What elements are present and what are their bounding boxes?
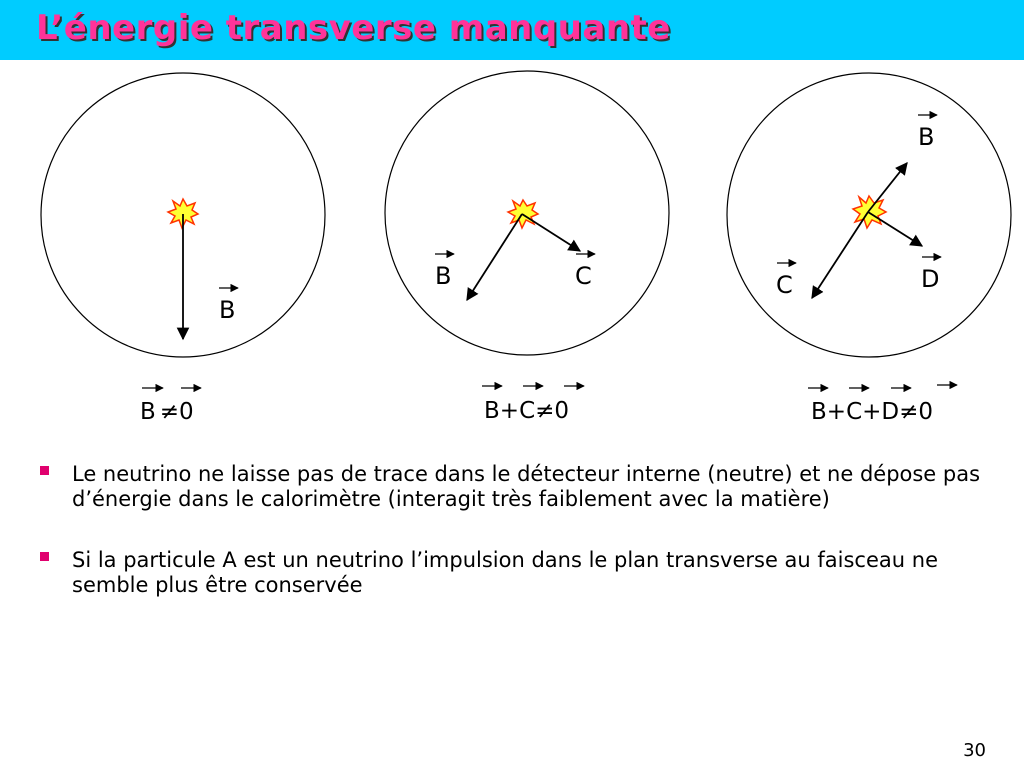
detector-panel-3	[727, 73, 1011, 425]
slide-title: L’énergie transverse manquante	[36, 8, 671, 48]
vector-label-b	[918, 115, 937, 151]
event-diagram	[0, 60, 1024, 440]
sum-relation: ≠0	[159, 399, 194, 425]
sum-vector: B	[140, 399, 156, 425]
svg-text:D: D	[921, 265, 940, 293]
vector-label-c	[776, 263, 796, 299]
title-bar	[0, 0, 1024, 60]
bullet-text: Si la particule A est un neutrino l’impulsion dans le plan transverse au faisceau ne semble plus être conservée	[72, 548, 938, 597]
vector-label-text: B	[219, 296, 236, 324]
track-b	[467, 214, 522, 300]
svg-text:B+C+D≠0: B+C+D≠0	[811, 399, 934, 425]
vector-label-c	[575, 254, 595, 290]
sum-label-3	[808, 385, 957, 425]
detector-panel-2	[385, 71, 669, 424]
svg-text:C: C	[776, 271, 793, 299]
track-d	[868, 212, 922, 246]
svg-text:B+C≠0: B+C≠0	[484, 398, 570, 424]
svg-text:B: B	[918, 123, 935, 151]
bullet-square-icon	[40, 466, 49, 475]
bullet-item	[36, 462, 996, 512]
bullet-item	[36, 548, 996, 598]
track-c	[812, 212, 868, 298]
page-number: 30	[963, 740, 986, 761]
vector-label-b	[435, 254, 454, 290]
vector-label-d	[921, 257, 941, 293]
track-b	[868, 163, 907, 212]
sum-label-1	[140, 388, 201, 425]
bullet-list	[36, 462, 996, 598]
detector-panel-1	[41, 73, 325, 425]
svg-text:B≠0	[140, 399, 194, 425]
svg-text:B: B	[435, 262, 452, 290]
bullet-text: Le neutrino ne laisse pas de trace dans le détecteur interne (neutre) et ne dépose pas d’énergie dans le calorimètre (interagit très faiblement avec la matière)	[72, 462, 981, 511]
sum-label-2	[482, 386, 584, 424]
svg-text:C: C	[575, 262, 592, 290]
track-c	[522, 214, 580, 251]
vector-label-b	[219, 288, 238, 324]
bullet-square-icon	[40, 552, 49, 561]
